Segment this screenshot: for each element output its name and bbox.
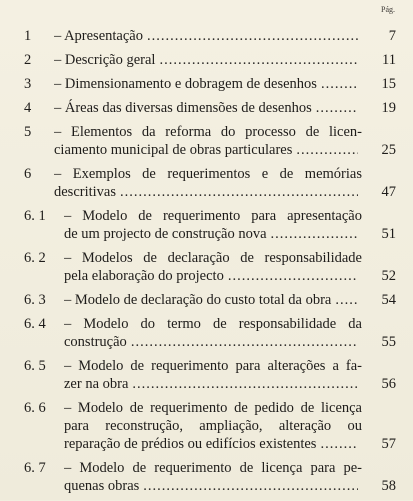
dot-leader [296, 141, 358, 159]
toc-entry [24, 399, 396, 453]
toc-entry-title [54, 99, 362, 117]
dot-leader [120, 183, 358, 201]
dot-leader [271, 225, 358, 243]
toc-entry-number: 6. 4 [24, 316, 46, 332]
dot-leader [131, 333, 358, 351]
toc-entry [24, 51, 396, 69]
toc-entry-number: 4 [24, 100, 32, 116]
toc-entry-title [64, 459, 362, 495]
toc-entry-number: 6. 7 [24, 460, 46, 476]
toc-entry-title [54, 75, 362, 93]
toc-entry-title-line: – Modelo de declaração do custo total da obra [64, 292, 332, 308]
dot-leader [147, 27, 358, 45]
toc-entry [24, 459, 396, 495]
toc-entry-number: 6. 6 [24, 400, 46, 416]
toc-entry-title [64, 399, 362, 453]
toc-entry-title-line: para reconstrução, ampliação, alteração ou [64, 418, 362, 434]
toc-entry-title-line: reparação de prédios ou edifícios existentes [64, 436, 317, 452]
toc-entry-number: 5 [24, 124, 32, 140]
page-column-header: Pág. [381, 5, 395, 14]
toc-entry-title [64, 315, 362, 351]
dot-leader [320, 435, 358, 453]
toc-entry-title-line: – Modelo de requerimento para alterações a fa- [64, 358, 362, 374]
table-of-contents [24, 27, 396, 501]
toc-entry [24, 315, 396, 351]
toc-entry-title [54, 27, 362, 45]
toc-entry [24, 75, 396, 93]
toc-entry-title-line: construção [64, 334, 127, 350]
dot-leader [316, 99, 358, 117]
toc-entry-title-line: – Modelo de requerimento para apresentação [64, 208, 362, 224]
toc-page-number: 55 [381, 334, 396, 350]
toc-entry-title-line: – Modelo de requerimento de licença para pe- [64, 460, 362, 476]
toc-entry-title-line: pela elaboração do projecto [64, 268, 224, 284]
toc-entry-title-line: de um projecto de construção nova [64, 226, 267, 242]
toc-page-number: 47 [381, 184, 396, 200]
toc-entry-title [64, 291, 362, 309]
toc-page-number: 58 [381, 478, 396, 494]
toc-page-number: 54 [381, 292, 396, 308]
dot-leader [335, 291, 358, 309]
toc-entry-title-line: quenas obras [64, 478, 140, 494]
toc-entry [24, 99, 396, 117]
toc-entry-number: 3 [24, 76, 32, 92]
toc-entry [24, 357, 396, 393]
toc-entry-number: 2 [24, 52, 32, 68]
toc-entry [24, 249, 396, 285]
toc-entry-title-line: descritivas [54, 184, 117, 200]
dot-leader [132, 375, 358, 393]
toc-page-number: 25 [381, 142, 396, 158]
toc-entry-title-line: – Áreas das diversas dimensões de desenhos [54, 100, 312, 116]
toc-entry-number: 6 [24, 166, 32, 182]
toc-entry [24, 27, 396, 45]
toc-entry-title-line: – Elementos da reforma do processo de licen- [54, 124, 362, 140]
toc-entry-title-line: – Modelos de declaração de responsabilidade [64, 250, 362, 266]
toc-page-number: 11 [382, 52, 396, 68]
toc-page-number: 7 [388, 28, 396, 44]
toc-page-number: 52 [381, 268, 396, 284]
toc-entry-number: 1 [24, 28, 32, 44]
toc-entry-number: 6. 1 [24, 208, 46, 224]
toc-entry-title [64, 357, 362, 393]
toc-entry-title-line: – Dimensionamento e dobragem de desenhos [54, 76, 317, 92]
toc-entry-title-line: – Exemplos de requerimentos e de memórias [54, 166, 362, 182]
toc-entry-title-line: zer na obra [64, 376, 129, 392]
dot-leader [143, 477, 358, 495]
dot-leader [228, 267, 358, 285]
toc-entry [24, 207, 396, 243]
toc-entry-title-line: – Apresentação [54, 28, 143, 44]
toc-page-number: 57 [381, 436, 396, 452]
toc-entry-number: 6. 5 [24, 358, 46, 374]
toc-entry [24, 291, 396, 309]
toc-entry-title [64, 249, 362, 285]
dot-leader [159, 51, 358, 69]
toc-entry-title [54, 51, 362, 69]
toc-entry-title-line: – Modelo de requerimento de pedido de licença [64, 400, 362, 416]
toc-entry [24, 165, 396, 201]
toc-entry-title [54, 165, 362, 201]
toc-page-number: 56 [381, 376, 396, 392]
toc-page-number: 19 [381, 100, 396, 116]
toc-entry-title-line: ciamento municipal de obras particulares [54, 142, 293, 158]
dot-leader [321, 75, 358, 93]
toc-entry [24, 123, 396, 159]
toc-entry-number: 6. 2 [24, 250, 46, 266]
toc-page-number: 15 [381, 76, 396, 92]
toc-entry-title-line: – Descrição geral [54, 52, 156, 68]
toc-page-number: 51 [381, 226, 396, 242]
toc-entry-title [64, 207, 362, 243]
toc-entry-title-line: – Modelo do termo de responsabilidade da [64, 316, 362, 332]
toc-entry-title [54, 123, 362, 159]
toc-entry-number: 6. 3 [24, 292, 46, 308]
